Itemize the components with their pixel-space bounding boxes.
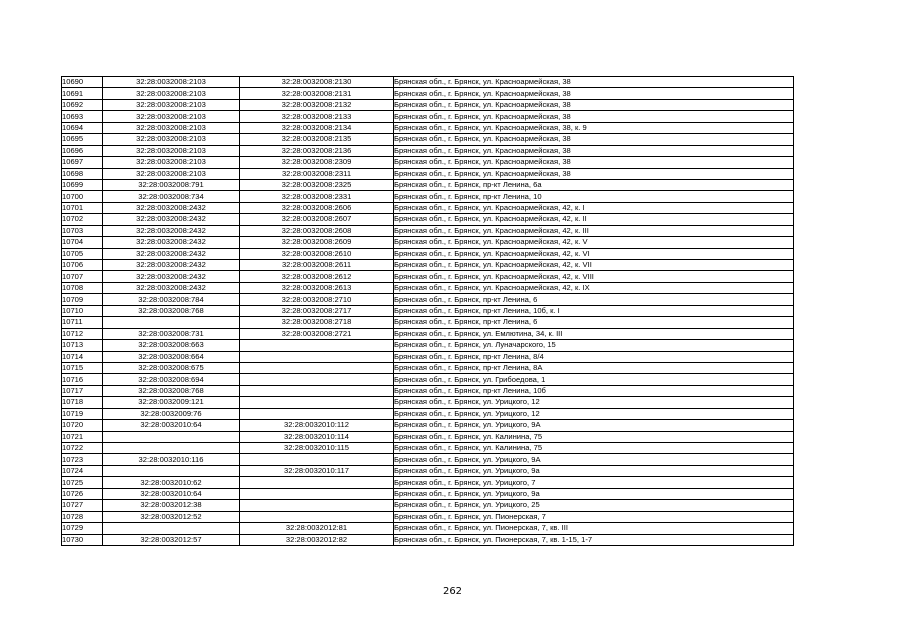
table-row: [62, 374, 794, 385]
table-row: [62, 88, 794, 99]
address-cell: Брянская обл., г. Брянск, пр-кт Ленина, 6: [394, 317, 794, 328]
row-number-cell: 10694: [62, 122, 103, 133]
linked-cadastral-number-cell: [240, 385, 394, 396]
address-cell: Брянская обл., г. Брянск, ул. Красноармейская, 42, к. IX: [394, 282, 794, 293]
cadastral-number-cell: 32:28:0032008:731: [103, 328, 240, 339]
linked-cadastral-number-cell: 32:28:0032010:112: [240, 420, 394, 431]
table-row: [62, 260, 794, 271]
cadastral-number-cell: 32:28:0032008:2432: [103, 225, 240, 236]
table-row: [62, 191, 794, 202]
row-number-cell: 10710: [62, 305, 103, 316]
address-cell: Брянская обл., г. Брянск, пр-кт Ленина, 8А: [394, 362, 794, 373]
linked-cadastral-number-cell: 32:28:0032008:2331: [240, 191, 394, 202]
linked-cadastral-number-cell: 32:28:0032008:2131: [240, 88, 394, 99]
address-cell: Брянская обл., г. Брянск, ул. Красноармейская, 42, к. V: [394, 237, 794, 248]
linked-cadastral-number-cell: 32:28:0032008:2608: [240, 225, 394, 236]
table-row: [62, 340, 794, 351]
address-cell: Брянская обл., г. Брянск, ул. Урицкого, 12: [394, 397, 794, 408]
address-cell: Брянская обл., г. Брянск, ул. Урицкого, 9а: [394, 465, 794, 476]
address-cell: Брянская обл., г. Брянск, пр-кт Ленина, 6а: [394, 179, 794, 190]
table-row: [62, 443, 794, 454]
address-cell: Брянская обл., г. Брянск, ул. Красноармейская, 38: [394, 88, 794, 99]
cadastral-number-cell: [103, 465, 240, 476]
linked-cadastral-number-cell: 32:28:0032012:82: [240, 534, 394, 545]
cadastral-number-cell: [103, 443, 240, 454]
linked-cadastral-number-cell: 32:28:0032008:2133: [240, 111, 394, 122]
linked-cadastral-number-cell: 32:28:0032008:2613: [240, 282, 394, 293]
address-cell: Брянская обл., г. Брянск, ул. Красноармейская, 38: [394, 168, 794, 179]
address-cell: Брянская обл., г. Брянск, ул. Пионерская, 7, кв. 1-15, 1-7: [394, 534, 794, 545]
address-cell: Брянская обл., г. Брянск, ул. Красноармейская, 38: [394, 134, 794, 145]
address-cell: Брянская обл., г. Брянск, ул. Красноармейская, 38: [394, 145, 794, 156]
row-number-cell: 10726: [62, 488, 103, 499]
cadastral-number-cell: 32:28:0032008:2103: [103, 99, 240, 110]
cadastral-register-table: [61, 76, 794, 546]
table-row: [62, 271, 794, 282]
table-row: [62, 168, 794, 179]
table-row: [62, 134, 794, 145]
cadastral-number-cell: 32:28:0032008:2103: [103, 157, 240, 168]
row-number-cell: 10700: [62, 191, 103, 202]
cadastral-number-cell: 32:28:0032008:2103: [103, 134, 240, 145]
row-number-cell: 10714: [62, 351, 103, 362]
linked-cadastral-number-cell: 32:28:0032008:2135: [240, 134, 394, 145]
linked-cadastral-number-cell: [240, 511, 394, 522]
address-cell: Брянская обл., г. Брянск, ул. Красноармейская, 42, к. VI: [394, 248, 794, 259]
address-cell: Брянская обл., г. Брянск, ул. Калинина, 75: [394, 431, 794, 442]
cadastral-number-cell: 32:28:0032010:62: [103, 477, 240, 488]
linked-cadastral-number-cell: 32:28:0032008:2718: [240, 317, 394, 328]
row-number-cell: 10725: [62, 477, 103, 488]
linked-cadastral-number-cell: 32:28:0032008:2134: [240, 122, 394, 133]
linked-cadastral-number-cell: [240, 362, 394, 373]
row-number-cell: 10722: [62, 443, 103, 454]
address-cell: Брянская обл., г. Брянск, ул. Калинина, 75: [394, 443, 794, 454]
row-number-cell: 10709: [62, 294, 103, 305]
cadastral-number-cell: 32:28:0032008:2103: [103, 122, 240, 133]
row-number-cell: 10699: [62, 179, 103, 190]
linked-cadastral-number-cell: 32:28:0032008:2325: [240, 179, 394, 190]
row-number-cell: 10712: [62, 328, 103, 339]
linked-cadastral-number-cell: 32:28:0032008:2311: [240, 168, 394, 179]
row-number-cell: 10697: [62, 157, 103, 168]
table-row: [62, 500, 794, 511]
linked-cadastral-number-cell: [240, 477, 394, 488]
address-cell: Брянская обл., г. Брянск, ул. Пионерская, 7: [394, 511, 794, 522]
row-number-cell: 10715: [62, 362, 103, 373]
linked-cadastral-number-cell: [240, 340, 394, 351]
address-cell: Брянская обл., г. Брянск, ул. Красноармейская, 38: [394, 99, 794, 110]
cadastral-number-cell: 32:28:0032010:64: [103, 488, 240, 499]
table-row: [62, 431, 794, 442]
cadastral-number-cell: [103, 523, 240, 534]
linked-cadastral-number-cell: 32:28:0032008:2136: [240, 145, 394, 156]
cadastral-number-cell: 32:28:0032008:2432: [103, 260, 240, 271]
table-row: [62, 294, 794, 305]
cadastral-number-cell: 32:28:0032008:694: [103, 374, 240, 385]
row-number-cell: 10720: [62, 420, 103, 431]
table-row: [62, 99, 794, 110]
row-number-cell: 10721: [62, 431, 103, 442]
cadastral-number-cell: 32:28:0032008:664: [103, 351, 240, 362]
linked-cadastral-number-cell: 32:28:0032010:115: [240, 443, 394, 454]
address-cell: Брянская обл., г. Брянск, ул. Красноармейская, 38: [394, 157, 794, 168]
cadastral-number-cell: 32:28:0032008:768: [103, 305, 240, 316]
linked-cadastral-number-cell: 32:28:0032008:2717: [240, 305, 394, 316]
address-cell: Брянская обл., г. Брянск, ул. Урицкого, 9А: [394, 454, 794, 465]
row-number-cell: 10729: [62, 523, 103, 534]
linked-cadastral-number-cell: 32:28:0032008:2132: [240, 99, 394, 110]
cadastral-number-cell: 32:28:0032008:734: [103, 191, 240, 202]
cadastral-number-cell: 32:28:0032008:2432: [103, 271, 240, 282]
address-cell: Брянская обл., г. Брянск, ул. Красноармейская, 42, к. III: [394, 225, 794, 236]
address-cell: Брянская обл., г. Брянск, ул. Красноармейская, 42, к. I: [394, 202, 794, 213]
table-row: [62, 237, 794, 248]
row-number-cell: 10718: [62, 397, 103, 408]
table-row: [62, 225, 794, 236]
address-cell: Брянская обл., г. Брянск, ул. Емлютина, 34, к. III: [394, 328, 794, 339]
row-number-cell: 10727: [62, 500, 103, 511]
table-row: [62, 488, 794, 499]
table-row: [62, 111, 794, 122]
row-number-cell: 10728: [62, 511, 103, 522]
row-number-cell: 10704: [62, 237, 103, 248]
table-row: [62, 145, 794, 156]
cadastral-number-cell: 32:28:0032009:121: [103, 397, 240, 408]
address-cell: Брянская обл., г. Брянск, ул. Урицкого, 9А: [394, 420, 794, 431]
linked-cadastral-number-cell: [240, 408, 394, 419]
row-number-cell: 10723: [62, 454, 103, 465]
table-row: [62, 214, 794, 225]
cadastral-number-cell: 32:28:0032008:675: [103, 362, 240, 373]
address-cell: Брянская обл., г. Брянск, ул. Урицкого, 9а: [394, 488, 794, 499]
row-number-cell: 10730: [62, 534, 103, 545]
address-cell: Брянская обл., г. Брянск, ул. Грибоедова, 1: [394, 374, 794, 385]
address-cell: Брянская обл., г. Брянск, ул. Луначарского, 15: [394, 340, 794, 351]
table-row: [62, 179, 794, 190]
table-row: [62, 157, 794, 168]
row-number-cell: 10698: [62, 168, 103, 179]
cadastral-number-cell: 32:28:0032008:2103: [103, 77, 240, 88]
row-number-cell: 10701: [62, 202, 103, 213]
table-row: [62, 305, 794, 316]
linked-cadastral-number-cell: [240, 454, 394, 465]
linked-cadastral-number-cell: 32:28:0032008:2612: [240, 271, 394, 282]
cadastral-number-cell: 32:28:0032008:2432: [103, 214, 240, 225]
address-cell: Брянская обл., г. Брянск, пр-кт Ленина, 10: [394, 191, 794, 202]
cadastral-number-cell: 32:28:0032009:76: [103, 408, 240, 419]
row-number-cell: 10702: [62, 214, 103, 225]
row-number-cell: 10692: [62, 99, 103, 110]
table-row: [62, 77, 794, 88]
cadastral-number-cell: 32:28:0032008:768: [103, 385, 240, 396]
address-cell: Брянская обл., г. Брянск, ул. Пионерская, 7, кв. III: [394, 523, 794, 534]
table-row: [62, 420, 794, 431]
table-row: [62, 534, 794, 545]
row-number-cell: 10724: [62, 465, 103, 476]
cadastral-number-cell: 32:28:0032008:2103: [103, 111, 240, 122]
linked-cadastral-number-cell: 32:28:0032008:2607: [240, 214, 394, 225]
row-number-cell: 10711: [62, 317, 103, 328]
table-row: [62, 328, 794, 339]
address-cell: Брянская обл., г. Брянск, ул. Красноармейская, 42, к. VIII: [394, 271, 794, 282]
row-number-cell: 10703: [62, 225, 103, 236]
cadastral-number-cell: 32:28:0032008:791: [103, 179, 240, 190]
linked-cadastral-number-cell: 32:28:0032010:114: [240, 431, 394, 442]
linked-cadastral-number-cell: [240, 374, 394, 385]
row-number-cell: 10705: [62, 248, 103, 259]
linked-cadastral-number-cell: [240, 488, 394, 499]
table-row: [62, 122, 794, 133]
row-number-cell: 10693: [62, 111, 103, 122]
table-row: [62, 362, 794, 373]
page-number: 262: [442, 586, 463, 597]
linked-cadastral-number-cell: 32:28:0032008:2710: [240, 294, 394, 305]
linked-cadastral-number-cell: 32:28:0032012:81: [240, 523, 394, 534]
table-body: [62, 77, 794, 546]
address-cell: Брянская обл., г. Брянск, ул. Красноармейская, 42, к. VII: [394, 260, 794, 271]
table-row: [62, 523, 794, 534]
address-cell: Брянская обл., г. Брянск, пр-кт Ленина, 8/4: [394, 351, 794, 362]
address-cell: Брянская обл., г. Брянск, ул. Красноармейская, 38: [394, 111, 794, 122]
linked-cadastral-number-cell: [240, 500, 394, 511]
table-row: [62, 317, 794, 328]
cadastral-number-cell: 32:28:0032008:2432: [103, 237, 240, 248]
row-number-cell: 10707: [62, 271, 103, 282]
address-cell: Брянская обл., г. Брянск, ул. Урицкого, 12: [394, 408, 794, 419]
row-number-cell: 10696: [62, 145, 103, 156]
cadastral-number-cell: 32:28:0032010:64: [103, 420, 240, 431]
address-cell: Брянская обл., г. Брянск, пр-кт Ленина, 10б, к. I: [394, 305, 794, 316]
address-cell: Брянская обл., г. Брянск, пр-кт Ленина, 10б: [394, 385, 794, 396]
linked-cadastral-number-cell: [240, 351, 394, 362]
table-row: [62, 202, 794, 213]
table-row: [62, 248, 794, 259]
cadastral-number-cell: 32:28:0032008:784: [103, 294, 240, 305]
row-number-cell: 10719: [62, 408, 103, 419]
row-number-cell: 10691: [62, 88, 103, 99]
cadastral-number-cell: 32:28:0032008:2432: [103, 282, 240, 293]
linked-cadastral-number-cell: [240, 397, 394, 408]
table-row: [62, 465, 794, 476]
address-cell: Брянская обл., г. Брянск, ул. Урицкого, 7: [394, 477, 794, 488]
cadastral-number-cell: 32:28:0032008:2103: [103, 168, 240, 179]
linked-cadastral-number-cell: 32:28:0032008:2130: [240, 77, 394, 88]
linked-cadastral-number-cell: 32:28:0032008:2611: [240, 260, 394, 271]
row-number-cell: 10716: [62, 374, 103, 385]
row-number-cell: 10695: [62, 134, 103, 145]
address-cell: Брянская обл., г. Брянск, ул. Урицкого, 25: [394, 500, 794, 511]
address-cell: Брянская обл., г. Брянск, ул. Красноармейская, 42, к. II: [394, 214, 794, 225]
linked-cadastral-number-cell: 32:28:0032008:2609: [240, 237, 394, 248]
address-cell: Брянская обл., г. Брянск, ул. Красноармейская, 38, к. 9: [394, 122, 794, 133]
address-cell: Брянская обл., г. Брянск, ул. Красноармейская, 38: [394, 77, 794, 88]
table-row: [62, 408, 794, 419]
cadastral-number-cell: 32:28:0032008:2103: [103, 88, 240, 99]
table-row: [62, 511, 794, 522]
linked-cadastral-number-cell: 32:28:0032008:2309: [240, 157, 394, 168]
row-number-cell: 10717: [62, 385, 103, 396]
table-row: [62, 477, 794, 488]
cadastral-number-cell: [103, 431, 240, 442]
table-row: [62, 282, 794, 293]
cadastral-number-cell: 32:28:0032012:57: [103, 534, 240, 545]
table-row: [62, 385, 794, 396]
cadastral-number-cell: 32:28:0032008:2432: [103, 248, 240, 259]
cadastral-number-cell: [103, 317, 240, 328]
cadastral-number-cell: 32:28:0032008:663: [103, 340, 240, 351]
table-row: [62, 397, 794, 408]
row-number-cell: 10706: [62, 260, 103, 271]
cadastral-number-cell: 32:28:0032010:116: [103, 454, 240, 465]
linked-cadastral-number-cell: 32:28:0032008:2721: [240, 328, 394, 339]
linked-cadastral-number-cell: 32:28:0032010:117: [240, 465, 394, 476]
cadastral-number-cell: 32:28:0032008:2103: [103, 145, 240, 156]
address-cell: Брянская обл., г. Брянск, пр-кт Ленина, 6: [394, 294, 794, 305]
cadastral-number-cell: 32:28:0032008:2432: [103, 202, 240, 213]
table-row: [62, 454, 794, 465]
cadastral-number-cell: 32:28:0032012:52: [103, 511, 240, 522]
row-number-cell: 10713: [62, 340, 103, 351]
table-row: [62, 351, 794, 362]
row-number-cell: 10708: [62, 282, 103, 293]
row-number-cell: 10690: [62, 77, 103, 88]
linked-cadastral-number-cell: 32:28:0032008:2606: [240, 202, 394, 213]
cadastral-number-cell: 32:28:0032012:38: [103, 500, 240, 511]
linked-cadastral-number-cell: 32:28:0032008:2610: [240, 248, 394, 259]
